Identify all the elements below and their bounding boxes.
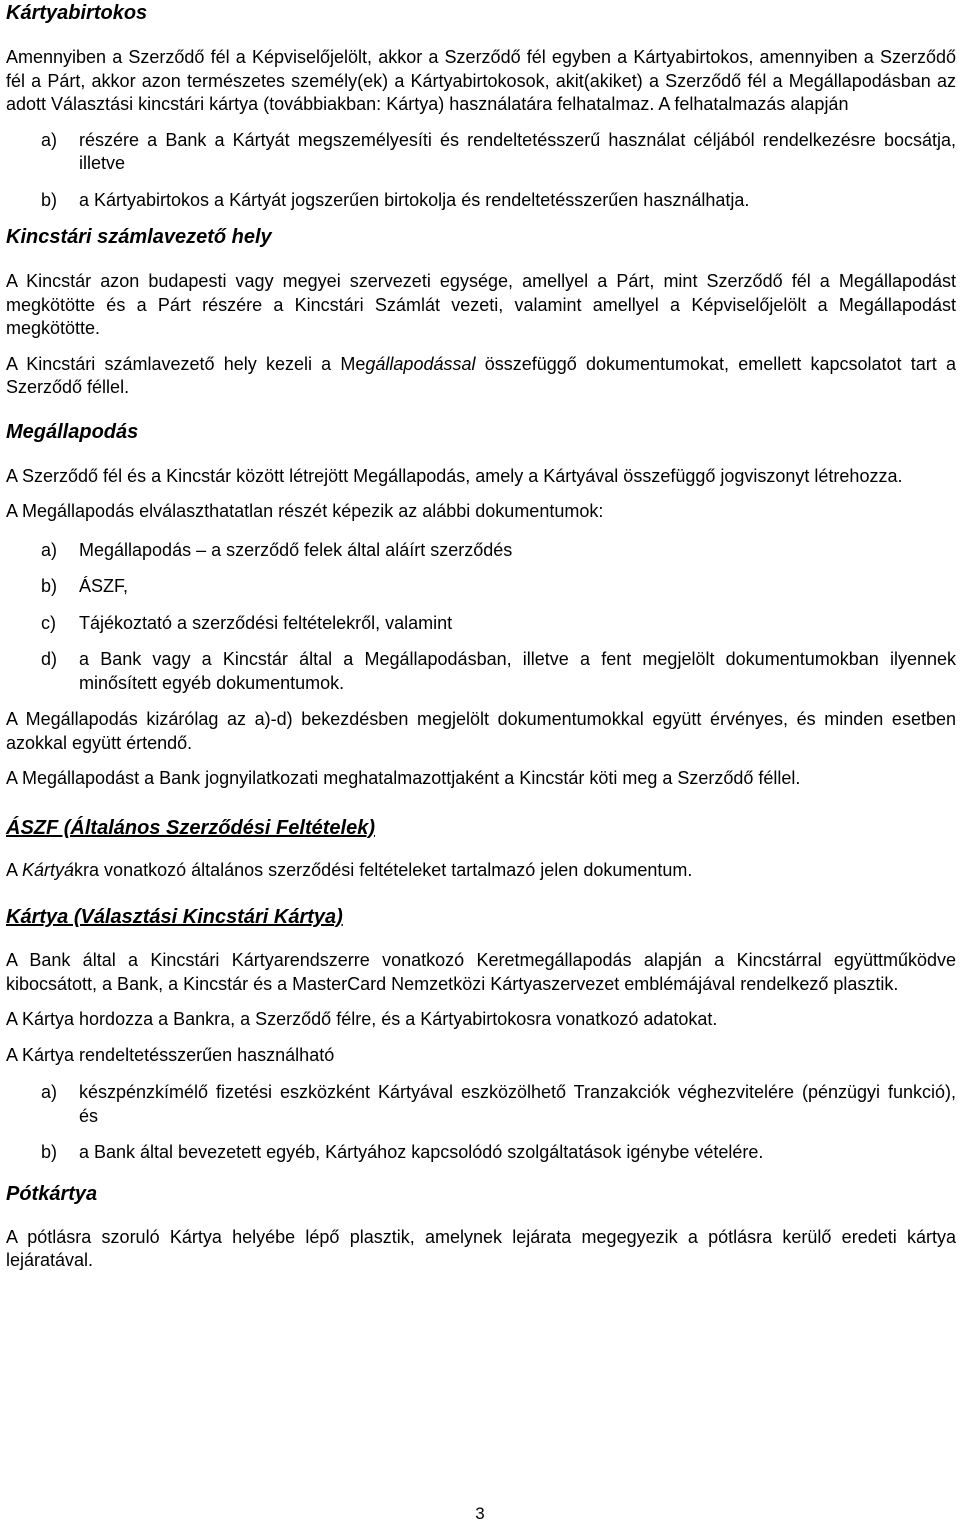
kartya-item-b (6, 1141, 956, 1165)
kincstari-p2-start: A Kincstári számlavezető hely kezeli a Me (6, 353, 366, 374)
aszf-p1-end: kra vonatkozó általános szerződési feltételeket tartalmazó jelen dokumentum. (74, 859, 693, 880)
kartya-paragraph-2: A Kártya hordozza a Bankra, a Szerződő félre, és a Kártyabirtokosra vonatkozó adatokat. (6, 1009, 718, 1029)
kartyabirtokos-item-b (6, 189, 956, 213)
list-marker: c) (41, 612, 56, 633)
list-item-text: a Kártyabirtokos a Kártyát jogszerűen birtokolja és rendeltetésszerűen használhatja. (79, 189, 750, 210)
megallapodas-paragraph-3: A Megállapodás kizárólag az a)-d) bekezdésben megjelölt dokumentumokkal együtt érvényes, és minden esetben azokkal együtt értendő. (6, 709, 956, 753)
section-heading-kartyabirtokos: Kártyabirtokos (6, 2, 148, 24)
document-page (6, 0, 956, 1273)
aszf-paragraph (6, 859, 956, 883)
page-number: 3 (475, 1504, 485, 1523)
kartya-paragraph-1: A Bank által a Kincstári Kártyarendszerre vonatkozó Keretmegállapodás alapján a Kincstárral együttműködve kibocsátott, a Bank, a Kincstár és a MasterCard Nemzetközi Kártyaszervezet emblémájával rendelkező plasztik. (6, 950, 956, 994)
megallapodas-paragraph-4: A Megállapodást a Bank jognyilatkozati meghatalmazottjaként a Kincstár köti meg a Szerződő féllel. (6, 768, 801, 788)
list-item-text: Tájékoztató a szerződési feltételekről, valamint (79, 612, 453, 633)
section-heading-kincstari: Kincstári számlavezető hely (6, 226, 272, 248)
megallapodas-item-c (6, 612, 956, 636)
kartya-paragraph-3: A Kártya rendeltetésszerűen használható (6, 1044, 335, 1065)
section-heading-kartya: Kártya (Választási Kincstári Kártya) (6, 906, 343, 928)
list-marker: b) (41, 189, 58, 210)
megallapodas-item-b (6, 575, 956, 599)
section-heading-megallapodas: Megállapodás (6, 420, 139, 443)
kartya-item-a (6, 1081, 956, 1128)
list-item-text: készpénzkímélő fizetési eszközként Kártyával eszközölhető Tranzakciók véghezvitelére (pénzügyi funkció), és (79, 1082, 956, 1126)
list-marker: a) (41, 129, 58, 150)
potkartya-paragraph: A pótlásra szoruló Kártya helyébe lépő plasztik, amelynek lejárata megegyezik a pótlásra kerülő eredeti kártya lejáratával. (6, 1226, 956, 1270)
list-marker: a) (41, 539, 58, 560)
list-item-text: ÁSZF, (79, 576, 129, 596)
kartyabirtokos-paragraph: Amennyiben a Szerződő fél a Képviselőjelölt, akkor a Szerződő fél egyben a Kártyabirtokos, amennyiben a Szerződő fél a Párt, akkor azon természetes személy(ek) a Kártyabirtokosok, akit(akiket) a Szerződő fél a Megállapodásban az adott Választási kincstári kártya (továbbiakban: Kártya) használatára felhatalmaz. A felhatalmazás alapján (6, 47, 956, 114)
megallapodas-item-d (6, 648, 956, 695)
section-heading-potkartya: Pótkártya (6, 1182, 98, 1205)
list-item-text: Megállapodás – a szerződő felek által aláírt szerződés (79, 539, 513, 560)
aszf-p1-italic: Kártyá (22, 859, 75, 880)
list-marker: d) (41, 649, 58, 669)
list-marker: a) (41, 1082, 58, 1102)
kincstari-paragraph-1: A Kincstár azon budapesti vagy megyei szervezeti egysége, amellyel a Párt, mint Szerződő fél a Megállapodást megkötötte és a Párt részére a Kincstári Számlát vezeti, valamint amellyel a Képviselőjelölt a Megállapodást megkötötte. (6, 271, 956, 338)
megallapodas-paragraph-2: A Megállapodás elválaszthatatlan részét képezik az alábbi dokumentumok: (6, 501, 604, 521)
kincstari-p2-italic: gállapodással (365, 353, 476, 374)
kartyabirtokos-item-a (6, 129, 956, 176)
list-marker: b) (41, 576, 58, 596)
kincstari-paragraph-2 (6, 353, 956, 400)
list-marker: b) (41, 1142, 58, 1162)
list-item-text: részére a Bank a Kártyát megszemélyesíti és rendeltetésszerű használat céljából rendelkezésre bocsátja, illetve (79, 129, 956, 173)
aszf-p1-start: A (6, 859, 23, 880)
list-item-text: a Bank vagy a Kincstár által a Megállapodásban, illetve a fent megjelölt dokumentumokban ilyennek minősített egyéb dokumentumok. (79, 649, 956, 693)
megallapodas-paragraph-1: A Szerződő fél és a Kincstár között létrejött Megállapodás, amely a Kártyával összefüggő jogviszonyt létrehozza. (6, 465, 903, 486)
list-item-text: a Bank által bevezetett egyéb, Kártyához kapcsolódó szolgáltatások igénybe vételére. (79, 1142, 764, 1162)
megallapodas-item-a (6, 539, 956, 563)
section-heading-aszf: ÁSZF (Általános Szerződési Feltételek) (6, 816, 375, 839)
kincstari-p2-end: összefüggő dokumentumokat, emellett kapcsolatot tart a Szerződő féllel. (6, 353, 956, 397)
